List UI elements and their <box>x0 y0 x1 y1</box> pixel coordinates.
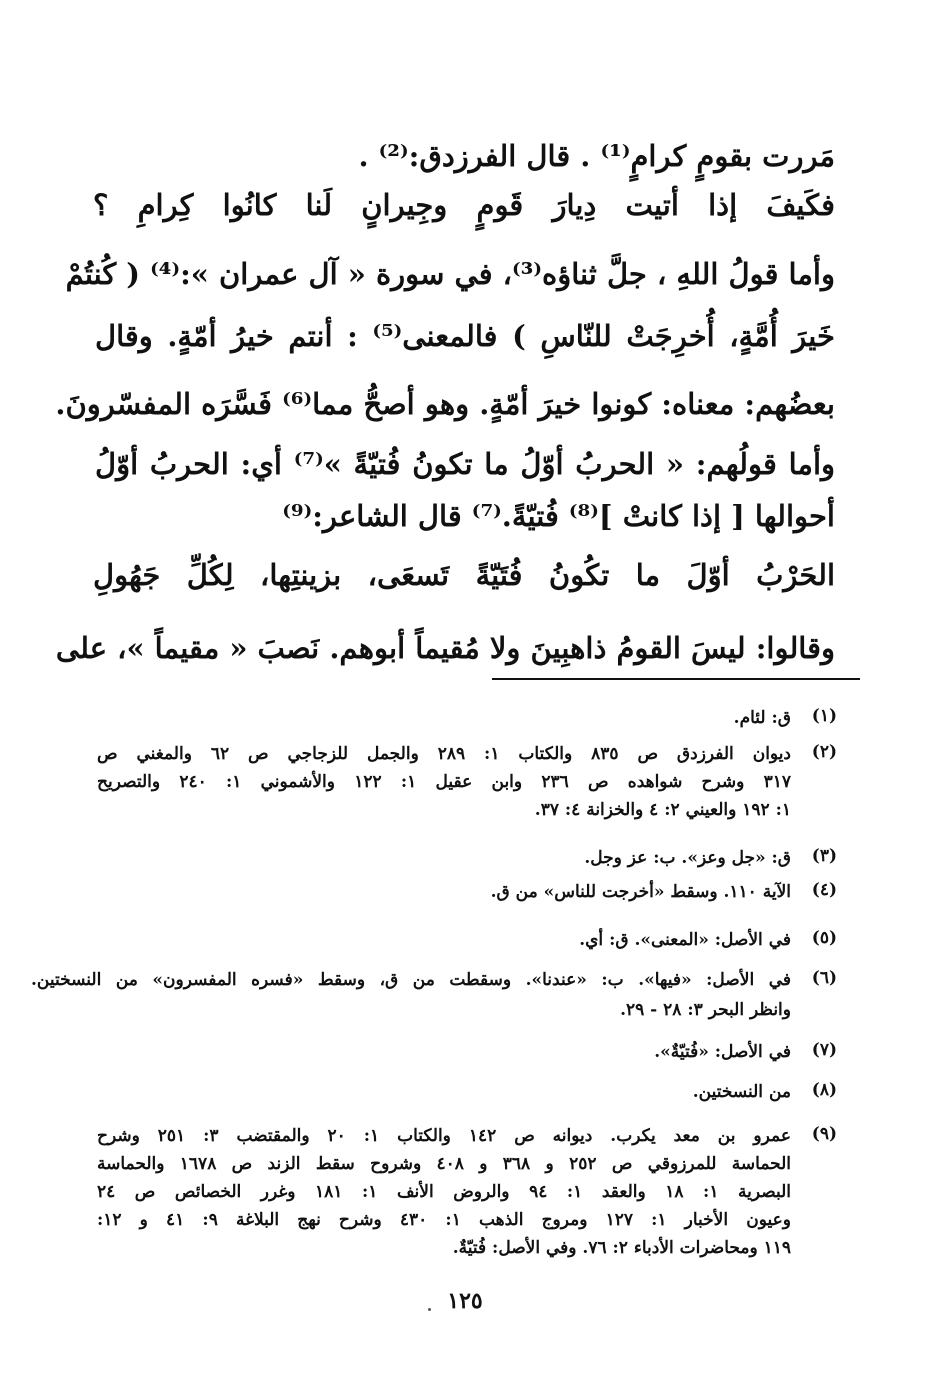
footnote-line: عمرو بن معد يكرب. ديوانه ص ١٤٢ والكتاب ١: ٢٠ والمقتضب ٣: ٢٥١ وشرح <box>97 1126 791 1146</box>
main-text-line: وقالوا: ليسَ القومُ ذاهبِينَ ولا مُقيماً أبوهم. نَصبَ « مقيماً »، على <box>55 631 835 665</box>
footnote-number: (٥) <box>811 928 837 948</box>
footnote-number: (٣) <box>811 846 837 866</box>
footnote-line: وانظر البحر ٣: ٢٨ - ٢٩. <box>620 1000 791 1020</box>
footnote-number: (٧) <box>811 1040 837 1060</box>
footnote-line: ١١٩ ومحاضرات الأدباء ٢: ٧٦. وفي الأصل: فُتيّةٌ. <box>452 1238 791 1258</box>
main-text-line: مَررت بقومٍ كرامٍ⁽¹⁾ . قال الفرزدق:⁽²⁾ . <box>358 139 835 173</box>
scan-speck <box>428 1308 431 1311</box>
main-text-line: بعضُهم: معناه: كونوا خيرَ أمّةٍ. وهو أصحُّ مما⁽⁶⁾ فَسَّرَه المفسّرونَ. <box>55 387 835 421</box>
footnote-line: في الأصل: «فيها». ب: «عندنا». وسقطت من ق، وسقط «فسره المفسرون» من النسختين. <box>31 970 791 990</box>
main-text-line: وأما قولُهم: « الحربُ أوّلُ ما تكونُ فُتيّةً »⁽⁷⁾ أي: الحربُ أوّلُ <box>95 447 835 481</box>
footnote-number: (٢) <box>811 742 837 762</box>
poetry-verse: الحَرْبُ أوّلَ ما تكُونُ فُتَيّةً تَسعَى، بزينتِها، لِكُلِّ جَهُولِ <box>93 558 835 592</box>
main-text-line: أحوالها [ إذا كانتْ ]⁽⁸⁾ فُتيّةً.⁽⁷⁾ قال الشاعر:⁽⁹⁾ <box>282 499 835 533</box>
footnote-line: من النسختين. <box>692 1082 791 1102</box>
footnote-line: ديوان الفرزدق ص ٨٣٥ والكتاب ١: ٢٨٩ والجمل للزجاجي ص ٦٢ والمغني ص <box>97 744 791 764</box>
footnote-number: (٦) <box>811 968 837 988</box>
footnote-line: ق: «جل وعز». ب: عز وجل. <box>584 848 791 868</box>
footnote-number: (٩) <box>811 1124 837 1144</box>
footnote-number: (٤) <box>811 880 837 900</box>
footnote-separator <box>492 678 860 680</box>
footnote-line: الآية ١١٠. وسقط «أخرجت للناس» من ق. <box>490 882 791 902</box>
footnote-line: البصرية ١: ١٨ والعقد ١: ٩٤ والروض الأنف ١: ١٨١ وغرر الخصائص ص ٢٤ <box>97 1182 791 1202</box>
footnote-line: في الأصل: «فُتيّةٌ». <box>654 1042 791 1062</box>
main-text-line: وأما قولُ اللهِ ، جلَّ ثناؤه⁽³⁾، في سورة « آل عمران »:⁽⁴⁾ ( كُنتُمْ <box>65 257 835 291</box>
footnote-line: الحماسة للمرزوقي ص ٢٥٢ و ٣٦٨ و ٤٠٨ وشروح سقط الزند ص ١٦٧٨ والحماسة <box>97 1154 792 1174</box>
footnote-number: (٨) <box>811 1080 837 1100</box>
page-number: ١٢٥ <box>447 1288 483 1314</box>
poetry-verse: فكَيفَ إذا أتيت دِيارَ قَومٍ وجِيرانٍ لَنا كانُوا كِرامِ ؟ <box>93 188 835 222</box>
footnote-line: ق: لئام. <box>733 708 791 728</box>
footnote-number: (١) <box>811 706 837 726</box>
main-text-line: خَيرَ أُمَّةٍ، أُخرِجَتْ للنّاسِ ) فالمعنى⁽⁵⁾ : أنتم خيرُ أمّةٍ. وقال <box>95 319 835 353</box>
footnote-line: ١: ١٩٢ والعيني ٢: ٤ والخزانة ٤: ٣٧. <box>534 800 791 820</box>
footnote-line: وعيون الأخبار ١: ١٢٧ ومروج الذهب ١: ٤٣٠ وشرح نهج البلاغة ٩: ٤١ و ١٢: <box>97 1210 791 1230</box>
footnote-line: ٣١٧ وشرح شواهده ص ٢٣٦ وابن عقيل ١: ١٢٢ والأشموني ١: ٢٤٠ والتصريح <box>97 772 792 792</box>
footnote-line: في الأصل: «المعنى». ق: أي. <box>579 930 791 950</box>
